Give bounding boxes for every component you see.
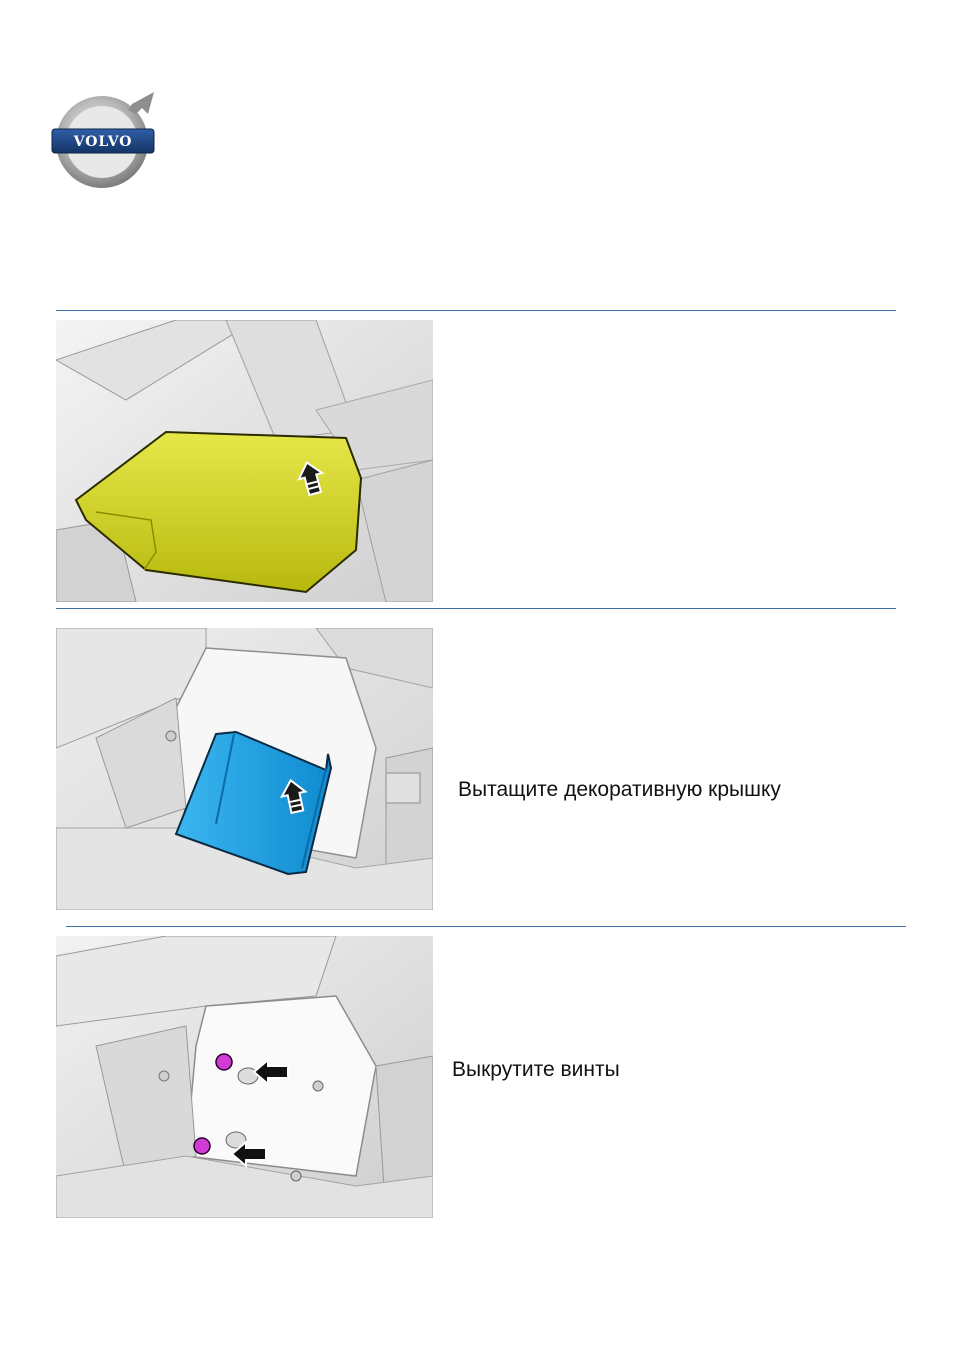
screws-illustration <box>56 936 433 1218</box>
armrest-lid-illustration <box>56 320 433 602</box>
step3-instruction: Выкрутите винты <box>452 1058 620 1081</box>
logo-text: VOLVO <box>73 134 133 150</box>
separator-step1 <box>56 608 896 609</box>
volvo-logo <box>50 88 162 192</box>
separator-step2 <box>66 926 906 927</box>
step2-illustration <box>56 628 433 910</box>
step1-illustration <box>56 320 433 602</box>
separator-top <box>56 310 896 311</box>
volvo-logo-icon <box>50 88 162 192</box>
screw-marker-icon <box>216 1054 232 1070</box>
step3-illustration <box>56 936 433 1218</box>
decorative-cover-illustration <box>56 628 433 910</box>
screw-marker-icon <box>194 1138 210 1154</box>
step2-instruction: Вытащите декоративную крышку <box>458 778 781 801</box>
